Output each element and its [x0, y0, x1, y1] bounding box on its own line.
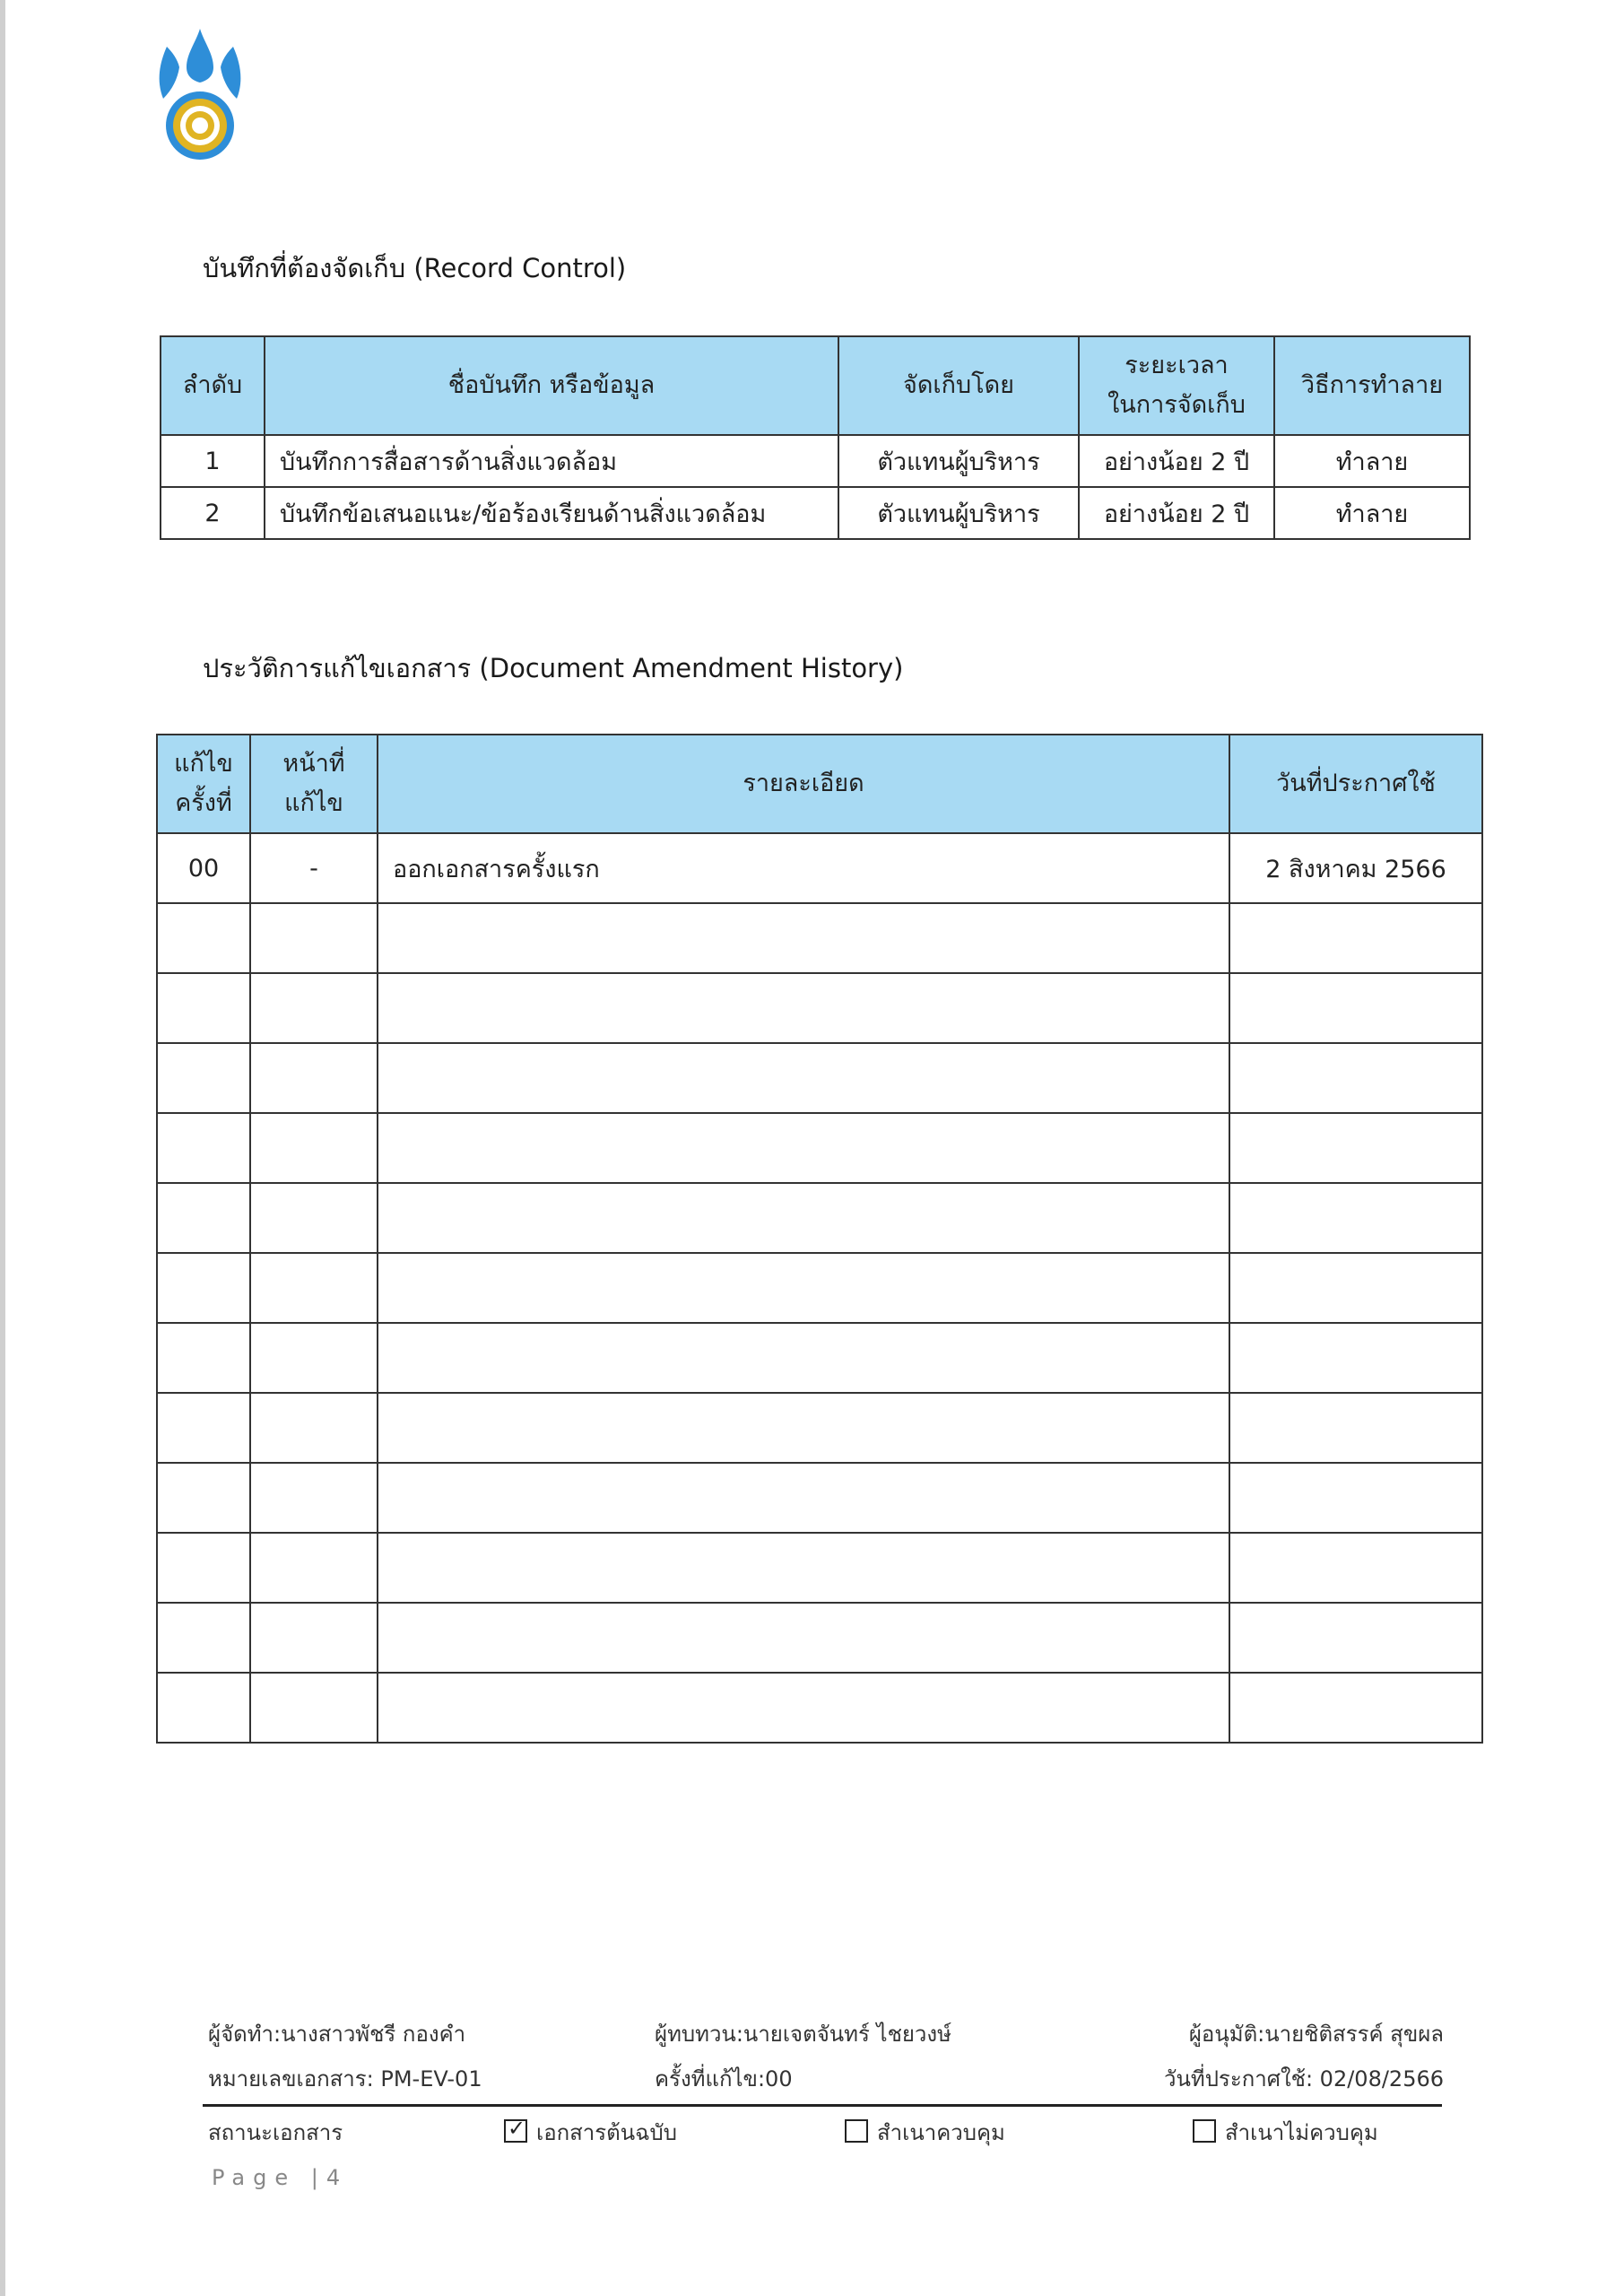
empty-table-row	[157, 1533, 1482, 1603]
empty-cell	[378, 1323, 1229, 1393]
empty-cell	[1229, 1323, 1482, 1393]
status-label: สถานะเอกสาร	[208, 2120, 343, 2145]
header-stored-by: จัดเก็บโดย	[838, 336, 1079, 435]
empty-cell	[157, 1113, 250, 1183]
table-row	[157, 833, 1482, 903]
cell-sequence: 2	[161, 487, 265, 539]
cell-stored-by: ตัวแทนผู้บริหาร	[838, 435, 1079, 487]
empty-cell	[250, 903, 378, 973]
amendment-history-title: ประวัติการแก้ไขเอกสาร (Document Amendment History)	[203, 653, 904, 683]
empty-cell	[250, 1533, 378, 1603]
empty-cell	[157, 1533, 250, 1603]
empty-cell	[1229, 1043, 1482, 1113]
header-details: รายละเอียด	[378, 735, 1229, 833]
empty-cell	[250, 1463, 378, 1533]
empty-cell	[378, 1673, 1229, 1743]
empty-cell	[1229, 1673, 1482, 1743]
footer-row-status	[208, 2115, 1446, 2151]
empty-cell	[378, 1393, 1229, 1463]
page-number: Page |4	[212, 2165, 349, 2190]
header-effective-date: วันที่ประกาศใช้	[1229, 735, 1482, 833]
cell-revision-no: 00	[157, 833, 250, 903]
empty-table-row	[157, 1603, 1482, 1673]
header-page-line1: หน้าที่	[282, 750, 345, 778]
cell-retention: อย่างน้อย 2 ปี	[1079, 435, 1274, 487]
empty-cell	[250, 1603, 378, 1673]
header-record-name: ชื่อบันทึก หรือข้อมูล	[265, 336, 838, 435]
empty-cell	[157, 1463, 250, 1533]
empty-cell	[157, 1043, 250, 1113]
cell-page-revised: -	[250, 833, 378, 903]
cell-record-name: บันทึกการสื่อสารด้านสิ่งแวดล้อม	[265, 435, 838, 487]
unchecked-box-icon	[845, 2119, 868, 2143]
header-retention-period	[1079, 336, 1274, 435]
empty-cell	[157, 1603, 250, 1673]
footer-row-signatories	[208, 2016, 1446, 2052]
header-retention-line2: ในการจัดเก็บ	[1107, 391, 1246, 419]
status-controlled-copy	[845, 2115, 1005, 2150]
empty-cell	[157, 1253, 250, 1323]
cell-details: ออกเอกสารครั้งแรก	[378, 833, 1229, 903]
empty-cell	[157, 1673, 250, 1743]
status-original	[504, 2115, 677, 2150]
checked-box-icon	[504, 2119, 527, 2143]
empty-cell	[378, 973, 1229, 1043]
header-page-line2: แก้ไข	[284, 789, 343, 817]
empty-cell	[250, 973, 378, 1043]
empty-cell	[1229, 973, 1482, 1043]
empty-table-row	[157, 1043, 1482, 1113]
empty-table-row	[157, 973, 1482, 1043]
empty-cell	[378, 1603, 1229, 1673]
empty-cell	[157, 1393, 250, 1463]
record-control-table	[160, 335, 1471, 540]
table-row	[161, 487, 1470, 539]
empty-table-row	[157, 1393, 1482, 1463]
document-number: หมายเลขเอกสาร: PM-EV-01	[208, 2066, 482, 2092]
empty-table-row	[157, 903, 1482, 973]
unchecked-box-icon	[1193, 2119, 1216, 2143]
cell-stored-by: ตัวแทนผู้บริหาร	[838, 487, 1079, 539]
empty-cell	[378, 1043, 1229, 1113]
empty-cell	[1229, 1533, 1482, 1603]
revision-number: ครั้งที่แก้ไข:00	[655, 2066, 793, 2092]
header-revision-line2: ครั้งที่	[175, 789, 232, 817]
status-uncontrolled-copy	[1193, 2115, 1378, 2150]
empty-cell	[250, 1043, 378, 1113]
page-edge	[0, 0, 5, 2296]
empty-cell	[378, 1183, 1229, 1253]
header-page-revised	[250, 735, 378, 833]
empty-cell	[250, 1183, 378, 1253]
record-control-title: บันทึกที่ต้องจัดเก็บ (Record Control)	[203, 253, 627, 283]
empty-cell	[250, 1253, 378, 1323]
cell-disposal: ทำลาย	[1274, 435, 1470, 487]
empty-cell	[1229, 1253, 1482, 1323]
organization-logo	[151, 27, 249, 161]
status-controlled-label: สำเนาควบคุม	[877, 2120, 1005, 2145]
empty-table-row	[157, 1673, 1482, 1743]
status-uncontrolled-label: สำเนาไม่ควบคุม	[1225, 2120, 1378, 2145]
amendment-history-table	[156, 734, 1483, 1744]
empty-table-row	[157, 1113, 1482, 1183]
empty-table-row	[157, 1183, 1482, 1253]
empty-cell	[378, 1533, 1229, 1603]
empty-cell	[1229, 1393, 1482, 1463]
table-row	[161, 435, 1470, 487]
empty-cell	[1229, 1603, 1482, 1673]
empty-table-row	[157, 1253, 1482, 1323]
empty-cell	[378, 903, 1229, 973]
empty-table-row	[157, 1323, 1482, 1393]
effective-date: วันที่ประกาศใช้: 02/08/2566	[1163, 2066, 1444, 2092]
cell-sequence: 1	[161, 435, 265, 487]
header-revision-line1: แก้ไข	[174, 750, 233, 778]
empty-cell	[250, 1323, 378, 1393]
prepared-by: ผู้จัดทำ:นางสาวพัชรี กองคำ	[208, 2022, 466, 2047]
empty-cell	[1229, 1463, 1482, 1533]
reviewed-by: ผู้ทบทวน:นายเจตจันทร์ ไชยวงษ์	[655, 2022, 951, 2047]
footer-row-document-info	[208, 2061, 1446, 2097]
empty-cell	[250, 1393, 378, 1463]
cell-retention: อย่างน้อย 2 ปี	[1079, 487, 1274, 539]
header-disposal-method: วิธีการทำลาย	[1274, 336, 1470, 435]
empty-cell	[250, 1113, 378, 1183]
empty-cell	[378, 1463, 1229, 1533]
table-header-row	[161, 336, 1470, 435]
empty-cell	[157, 903, 250, 973]
footer-divider	[203, 2104, 1442, 2107]
empty-cell	[157, 1183, 250, 1253]
header-sequence: ลำดับ	[161, 336, 265, 435]
empty-cell	[157, 1323, 250, 1393]
status-original-label: เอกสารต้นฉบับ	[536, 2120, 677, 2145]
empty-cell	[378, 1113, 1229, 1183]
approved-by: ผู้อนุมัติ:นายชิติสรรค์ สุขผล	[1188, 2022, 1444, 2047]
empty-cell	[378, 1253, 1229, 1323]
empty-cell	[157, 973, 250, 1043]
empty-cell	[250, 1673, 378, 1743]
empty-cell	[1229, 1183, 1482, 1253]
empty-table-row	[157, 1463, 1482, 1533]
header-retention-line1: ระยะเวลา	[1125, 352, 1229, 379]
empty-cell	[1229, 903, 1482, 973]
table-header-row	[157, 735, 1482, 833]
header-revision-no	[157, 735, 250, 833]
empty-cell	[1229, 1113, 1482, 1183]
cell-disposal: ทำลาย	[1274, 487, 1470, 539]
cell-effective-date: 2 สิงหาคม 2566	[1229, 833, 1482, 903]
cell-record-name: บันทึกข้อเสนอแนะ/ข้อร้องเรียนด้านสิ่งแวดล้อม	[265, 487, 838, 539]
